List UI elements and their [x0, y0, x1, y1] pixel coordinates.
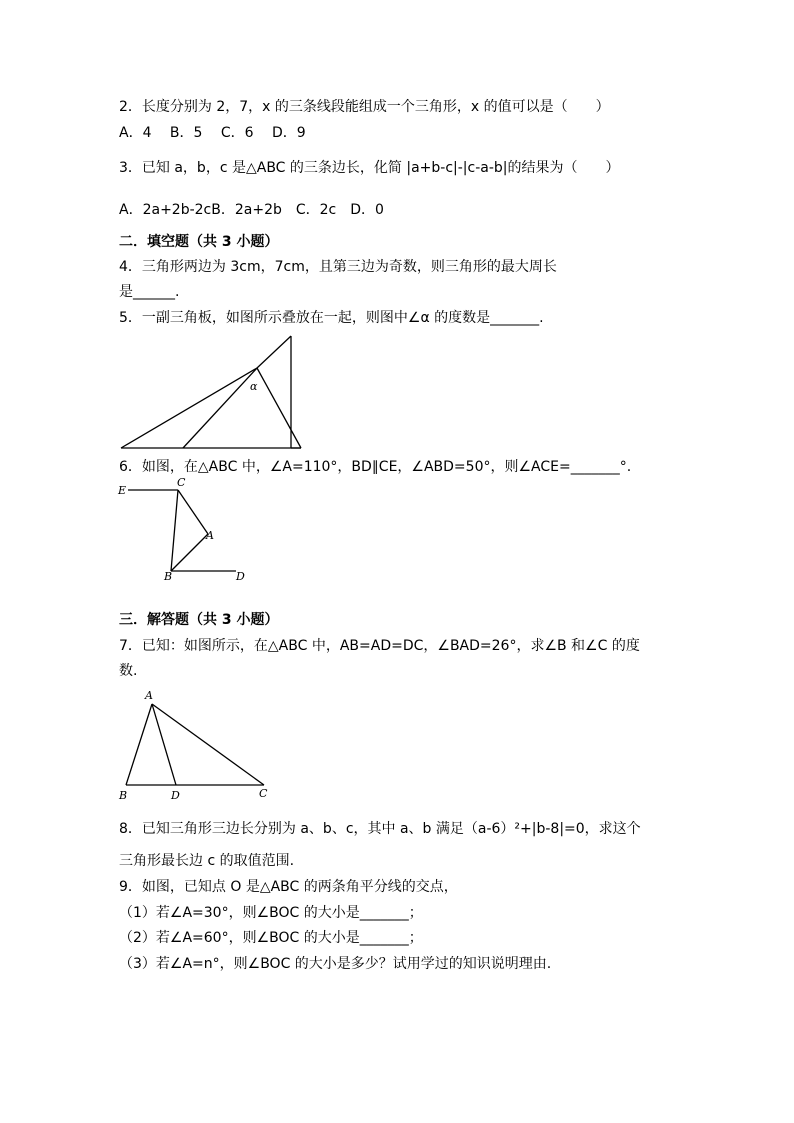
q7-line2: 数.: [119, 663, 138, 679]
label-E: E: [118, 484, 127, 497]
q8-line1: 8．已知三角形三边长分别为 a、b、c，其中 a、b 满足（a-6）²+|b-8|=0，求这个: [119, 821, 641, 837]
label-C: C: [259, 787, 268, 800]
q2-stem: 2．长度分别为 2，7，x 的三条线段能组成一个三角形，x 的值可以是（ ）: [119, 99, 610, 115]
q2-options: A．4 B．5 C．6 D．9: [119, 125, 306, 141]
q4-line2: 是______.: [119, 284, 180, 300]
alpha-label: α: [250, 380, 258, 393]
q4-line1: 4．三角形两边为 3cm，7cm，且第三边为奇数，则三角形的最大周长: [119, 259, 557, 275]
label-C: C: [177, 476, 186, 489]
q3-stem: 3．已知 a，b，c 是△ABC 的三条边长，化简 |a+b-c|-|c-a-b|的结果为（ ）: [119, 160, 620, 176]
q7-figure: [114, 686, 274, 804]
label-D: D: [171, 789, 180, 802]
q9-part3: （3）若∠A=n°，则∠BOC 的大小是多少？试用学过的知识说明理由.: [119, 956, 552, 972]
label-A: A: [206, 529, 214, 542]
label-B: B: [164, 570, 173, 583]
q6-figure: [114, 476, 254, 586]
q8-line2: 三角形最长边 c 的取值范围.: [119, 853, 295, 869]
section-fill-in-heading: 二．填空题（共 3 小题）: [119, 234, 279, 250]
q9-stem: 9．如图，已知点 O 是△ABC 的两条角平分线的交点，: [119, 879, 458, 895]
label-B: B: [119, 789, 128, 802]
q5-stem: 5．一副三角板，如图所示叠放在一起，则图中∠α 的度数是_______.: [119, 310, 544, 326]
label-D: D: [236, 570, 245, 583]
q9-part1: （1）若∠A=30°，则∠BOC 的大小是_______；: [119, 905, 423, 921]
label-A: A: [145, 689, 153, 702]
section-answer-heading: 三．解答题（共 3 小题）: [119, 612, 279, 628]
q6-stem: 6．如图，在△ABC 中，∠A=110°，BD∥CE，∠ABD=50°，则∠ACE=_______°.: [119, 459, 632, 475]
q3-options: A．2a+2b-2cB．2a+2b C．2c D．0: [119, 202, 384, 218]
q5-figure: [115, 330, 310, 455]
q7-line1: 7．已知：如图所示，在△ABC 中，AB=AD=DC，∠BAD=26°，求∠B 和∠C 的度: [119, 638, 640, 654]
q9-part2: （2）若∠A=60°，则∠BOC 的大小是_______；: [119, 930, 423, 946]
